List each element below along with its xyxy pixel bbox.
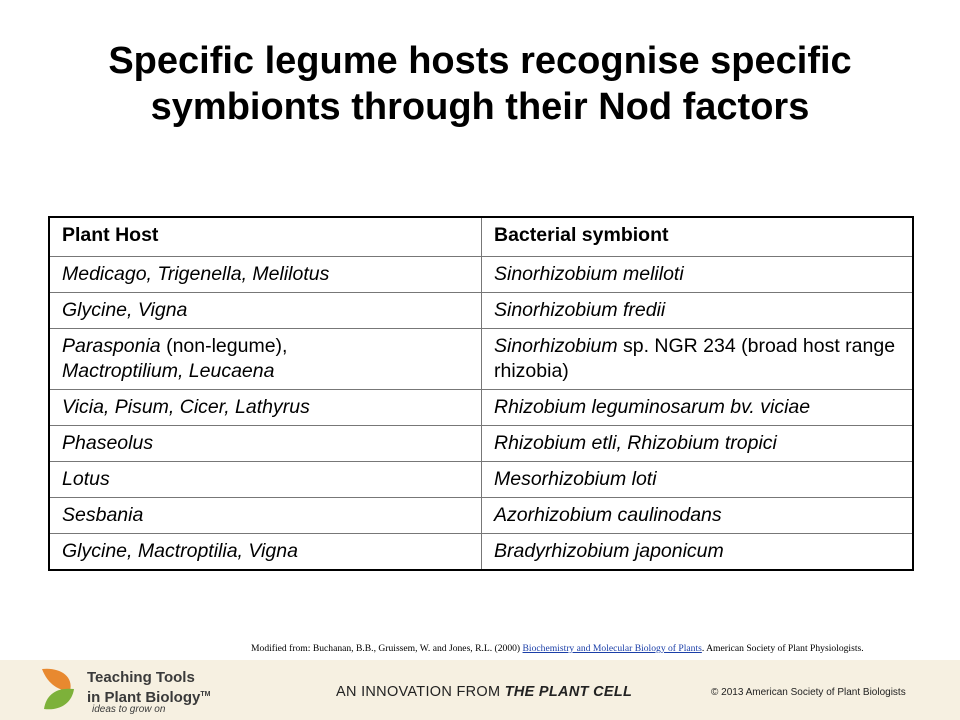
host-cell: Glycine, Vigna (49, 293, 482, 329)
brand-line-2 (87, 686, 210, 706)
table-row (49, 390, 913, 426)
tagline: ideas to grow on (92, 704, 166, 715)
slide-title-line-1: Specific legume hosts recognise specific (108, 40, 852, 82)
symbiont-cell: Azorhizobium caulinodans (482, 498, 914, 534)
table-row (49, 462, 913, 498)
host-genera: Mactroptilium, Leucaena (62, 360, 275, 382)
host-cell: Phaseolus (49, 426, 482, 462)
host-genus: Parasponia (62, 335, 161, 357)
leaf-logo-icon (40, 665, 80, 711)
citation-prefix: Modified from: Buchanan, B.B., Gruissem, W. and Jones, R.L. (2000) (251, 643, 523, 654)
table-row (49, 257, 913, 293)
table-row (49, 498, 913, 534)
header-bacterial-symbiont: Bacterial symbiont (482, 217, 914, 257)
symbiont-cell: Sinorhizobium fredii (482, 293, 914, 329)
symbiont-cell: Bradyrhizobium japonicum (482, 534, 914, 571)
symbiont-cell: Mesorhizobium loti (482, 462, 914, 498)
host-cell: Vicia, Pisum, Cicer, Lathyrus (49, 390, 482, 426)
innovation-label (336, 684, 632, 700)
symbiont-cell (482, 329, 914, 390)
host-cell: Sesbania (49, 498, 482, 534)
host-cell (49, 329, 482, 390)
host-cell: Medicago, Trigenella, Melilotus (49, 257, 482, 293)
slide-title (40, 38, 920, 130)
citation-suffix: . American Society of Plant Physiologists. (701, 643, 864, 654)
citation (251, 643, 951, 654)
host-cell: Lotus (49, 462, 482, 498)
orange-leaf-icon (42, 669, 71, 691)
symbiont-cell: Rhizobium leguminosarum bv. viciae (482, 390, 914, 426)
symbiont-note: sp. NGR 234 (broad host range rhizobia) (494, 335, 896, 382)
innovation-prefix: AN INNOVATION FROM (336, 684, 505, 700)
symbiont-genus: Sinorhizobium (494, 335, 618, 357)
host-symbiont-table (48, 216, 914, 571)
innovation-brand: THE PLANT CELL (504, 684, 633, 700)
table-row (49, 329, 913, 390)
brand-line-2-text: in Plant Biology (87, 689, 201, 706)
host-note: (non-legume), (160, 335, 288, 357)
table-row (49, 293, 913, 329)
header-plant-host: Plant Host (49, 217, 482, 257)
green-leaf-icon (44, 689, 74, 710)
brand-line-1: Teaching Tools (87, 669, 195, 686)
copyright-notice: © 2013 American Society of Plant Biologists (711, 687, 906, 698)
trademark: TM (200, 691, 211, 698)
slide-title-line-2: symbionts through their Nod factors (150, 86, 810, 128)
symbiont-cell: Rhizobium etli, Rhizobium tropici (482, 426, 914, 462)
table-row (49, 426, 913, 462)
book-link[interactable]: Biochemistry and Molecular Biology of Plants (522, 643, 702, 654)
table-header-row (49, 217, 913, 257)
table-row (49, 534, 913, 571)
footer-bar (0, 660, 960, 720)
symbiont-cell: Sinorhizobium meliloti (482, 257, 914, 293)
host-cell: Glycine, Mactroptilia, Vigna (49, 534, 482, 571)
